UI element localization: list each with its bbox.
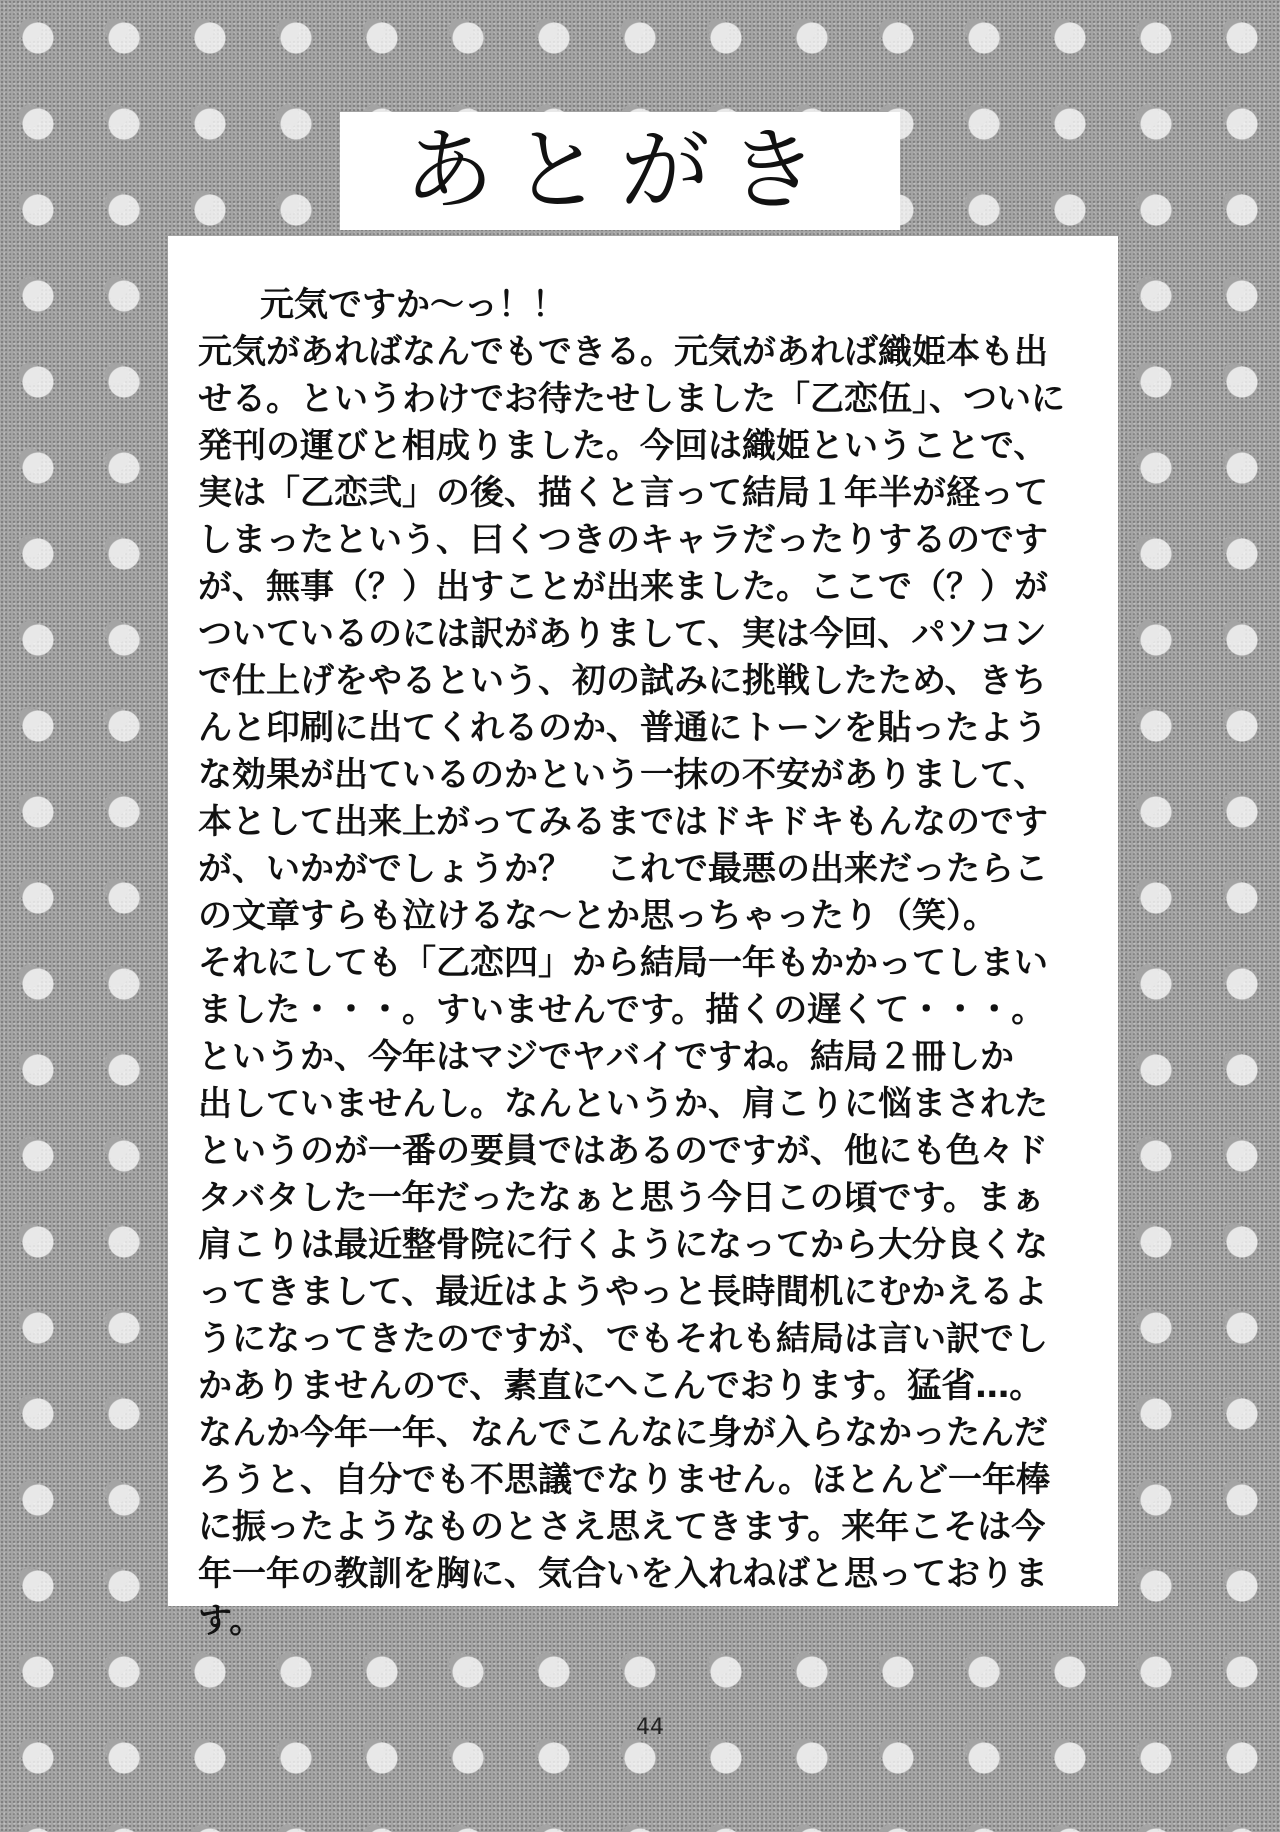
body-line: なんか今年一年、なんでこんなに身が入らなかったんだ [198,1413,1048,1453]
body-line: タバタした一年だったなぁと思う今日この頃です。まぁ [198,1178,1045,1218]
body-line: せる。というわけでお待たせしました「乙恋伍」、ついに [198,379,1065,419]
body-line: ろうと、自分でも不思議でなりません。ほとんど一年棒 [198,1460,1051,1500]
body-line: それにしても「乙恋四」から結局一年もかかってしまい [198,943,1048,983]
body-line: 肩こりは最近整骨院に行くようになってから大分良くな [198,1225,1048,1265]
body-line: で仕上げをやるという、初の試みに挑戦したため、きち [198,661,1047,701]
body-line: んと印刷に出てくれるのか、普通にトーンを貼ったよう [198,708,1048,748]
body-line: というか、今年はマジでヤバイですね。結局２冊しか [198,1037,1014,1077]
body-line: の文章すらも泣けるな〜とか思っちゃったり（笑）。 [198,896,997,936]
body-line: が、無事（？）出すことが出来ました。ここで（？）が [198,567,1048,607]
body-line: かありませんので、素直にへこんでおります。猛省…。 [198,1366,1044,1406]
body-line: ついているのには訳がありまして、実は今回、パソコン [198,614,1047,654]
body-line: しまったという、曰くつきのキャラだったりするのです [198,520,1048,560]
body-line: 元気があればなんでもできる。元気があれば織姫本も出 [198,332,1048,372]
body-line: というのが一番の要員ではあるのですが、他にも色々ド [198,1131,1048,1171]
body-line: 元気ですか〜っ！！ [260,285,566,325]
body-line: が、いかがでしょうか？ これで最悪の出来だったらこ [198,849,1048,889]
body-line: に振ったようなものとさえ思えてきます。来年こそは今 [198,1507,1046,1547]
body-line: な効果が出ているのかという一抹の不安がありまして、 [198,755,1048,795]
body-line: 実は「乙恋弐」の後、描くと言って結局１年半が経って [198,473,1048,513]
body-line: 出していませんし。なんというか、肩こりに悩まされた [198,1084,1048,1124]
body-line: ってきまして、最近はようやっと長時間机にむかえるよ [198,1272,1048,1312]
afterword-text-panel [168,236,1118,1641]
body-line: 発刊の運びと相成りました。今回は織姫ということで、 [198,426,1048,466]
body-line: 年一年の教訓を胸に、気合いを入れねばと思っておりま [198,1554,1048,1594]
page-number: 44 [636,1715,664,1740]
body-line: す。 [198,1601,264,1641]
title-panel [340,112,900,230]
body-line: 本として出来上がってみるまではドキドキもんなのです [198,802,1048,842]
body-line: うになってきたのですが、でもそれも結局は言い訳でし [198,1319,1048,1359]
page-title: あとがき [404,118,836,223]
body-line: ました・・・。すいませんです。描くの遅くて・・・。 [198,990,1046,1030]
